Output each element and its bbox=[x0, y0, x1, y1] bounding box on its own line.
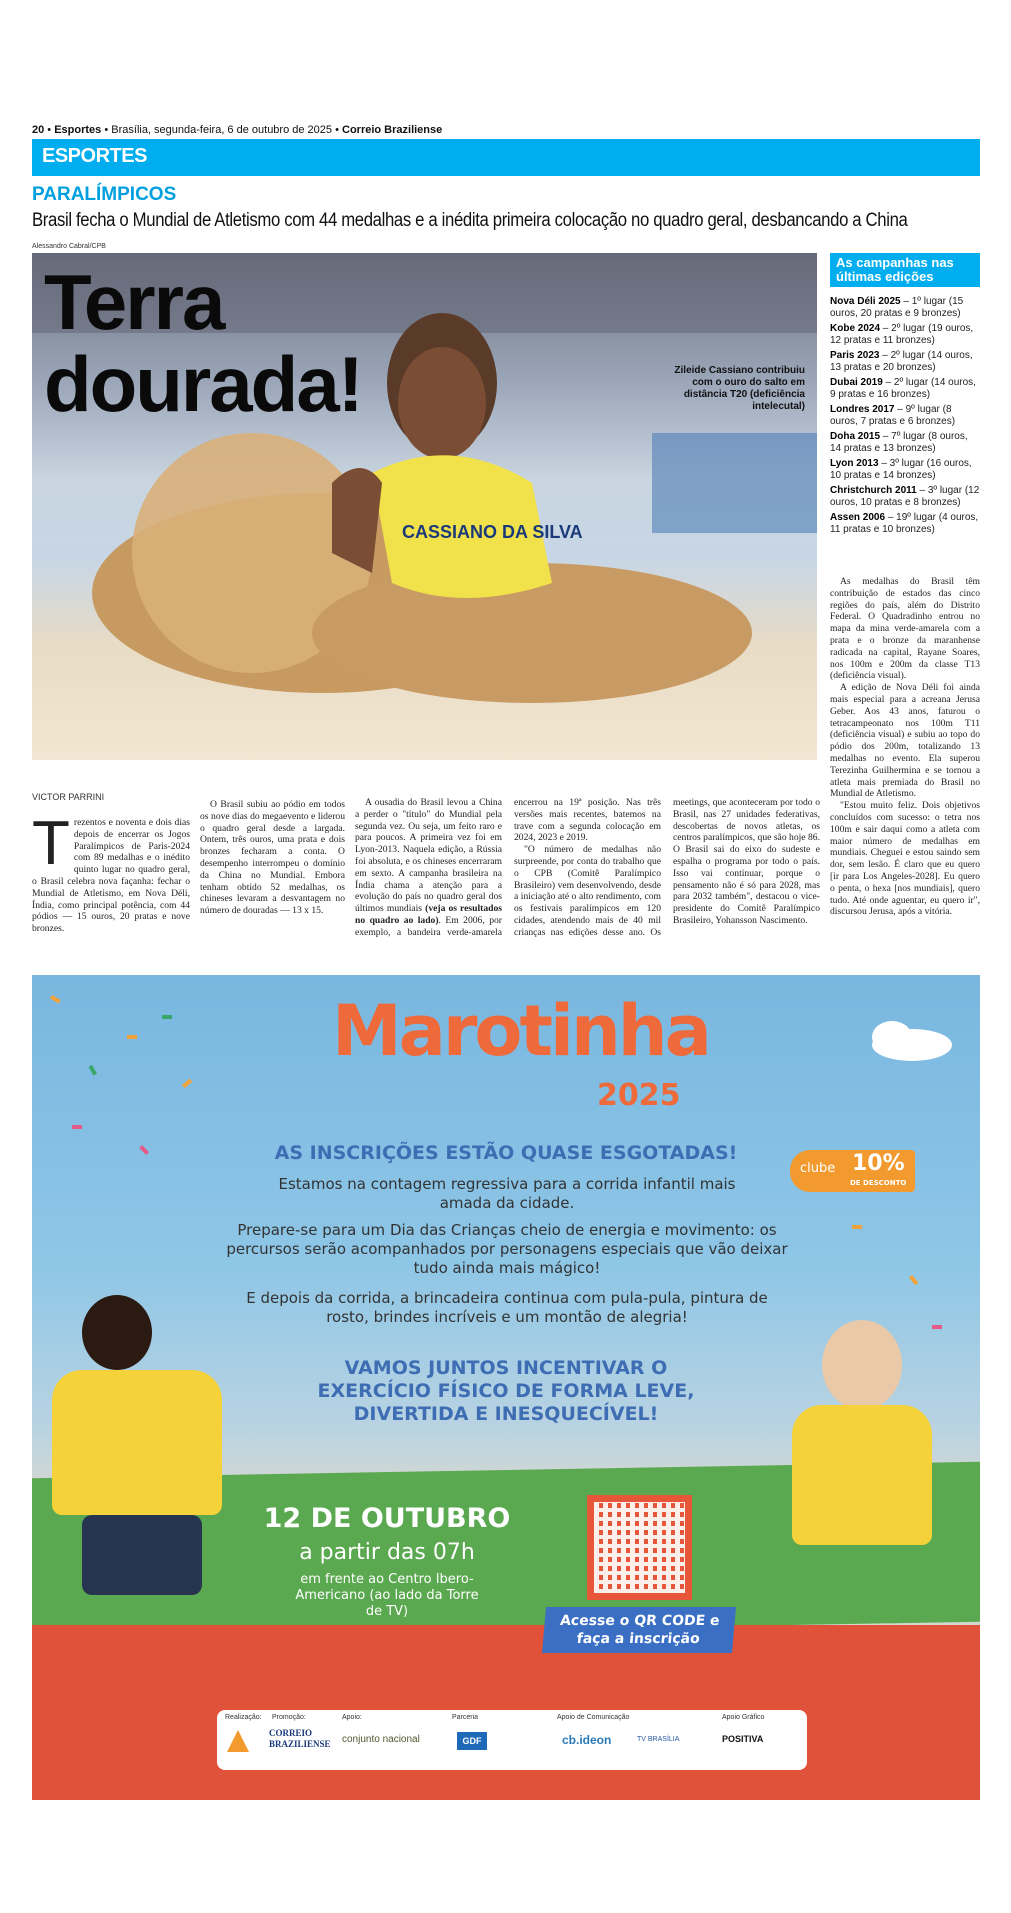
realizacao-logo bbox=[227, 1730, 249, 1752]
ad-paragraph-3: E depois da corrida, a brincadeira continua com pula-pula, pintura de rosto, brindes incríveis e um montão de alegria! bbox=[246, 1289, 768, 1326]
paragraph: O Brasil subiu ao pódio em todos os nove dias do megaevento e liderou o quadro geral desde a largada. Ontem, três ouros, uma prata e dois bronzes fecharam a conta. O desempenho interrompeu o domínio da China no Mundial. Embora tenham obtido 52 medalhas, os chineses levaram a desvantagem no número de douradas — 13 x 15. bbox=[200, 799, 345, 917]
boy-shorts bbox=[82, 1515, 202, 1595]
event-time: a partir das 07h bbox=[299, 1540, 475, 1565]
sponsor-label: Apoio Gráfico bbox=[722, 1714, 765, 1721]
club-sub: DE DESCONTO bbox=[850, 1179, 907, 1187]
kicker: PARALÍMPICOS bbox=[32, 184, 177, 205]
boy-shirt bbox=[52, 1370, 222, 1515]
folio-section: Esportes bbox=[54, 124, 102, 136]
marotinha-logo: Marotinha bbox=[332, 990, 709, 1072]
list-item: Christchurch 2011 – 3º lugar (12 ouros, 10 pratas e 8 bronzes) bbox=[830, 485, 980, 508]
article-col-2 bbox=[200, 799, 345, 917]
folio-line: 20 • Esportes • Brasília, segunda-feira, 6 de outubro de 2025 • Correio Braziliense bbox=[32, 124, 443, 136]
paragraph: rezentos e noventa e dois dias depois de encerrar os Jogos Paralímpicos de Paris-2024 com 89 medalhas e o inédito quinto lugar no quadro geral, o Brasil celebra nova façanha: fechar o Mundial de Atletismo, em Nova Déli, Índia, como principal potência, com 44 pódios — 15 ouros, 20 pratas e nove bronzes. bbox=[32, 817, 190, 935]
bib-text: CASSIANO DA SILVA bbox=[402, 522, 583, 542]
list-item: Nova Déli 2025 – 1º lugar (15 ouros, 20 pratas e 9 bronzes) bbox=[830, 296, 964, 319]
list-item: Dubai 2019 – 2º lugar (14 ouros, 9 pratas e 16 bronzes) bbox=[830, 377, 976, 400]
tv-brasilia-logo: TV BRASÍLIA bbox=[637, 1736, 680, 1743]
paragraph: "O número de medalhas não surpreende, por conta do trabalho que o CPB (Comitê Paralímpico Brasileiro) vem desenvolvendo, desde a iniciação até o alto rendimento, com os festivais paralímpicos em 120 cidades, atendendo mais de 40 mil crianças nas edições desse ano. Os meetings, que aconteceram por todo o Brasil, nas 27 unidades federativas, descobertas de novos atletas, os centros paralímpicos, que são hoje 86. O Brasil sai do eixo do sudeste e espalha o programa por todo o país. Isso vai continuar, porque o pensamento não é só para 2028, mas para 2032 também", destacou o vice-presidente do Comitê Paralímpico Brasileiro, Yohansson Nascimento. bbox=[514, 797, 820, 938]
qr-cta-button[interactable]: Acesse o QR CODE e faça a inscrição bbox=[542, 1607, 736, 1653]
gdf-logo: GDF bbox=[457, 1732, 487, 1750]
article-col-6 bbox=[830, 576, 980, 918]
sponsor-label: Apoio de Comunicação bbox=[557, 1714, 630, 1721]
ad-headline: AS INSCRIÇÕES ESTÃO QUASE ESGOTADAS! bbox=[274, 1142, 738, 1164]
logo-year: 2025 bbox=[597, 1078, 681, 1113]
section-title: ESPORTES bbox=[42, 145, 147, 167]
list-item: Assen 2006 – 19º lugar (4 ouros, 11 pratas e 10 bronzes) bbox=[830, 512, 979, 535]
ad-slogan: VAMOS JUNTOS INCENTIVAR O EXERCÍCIO FÍSICO DE FORMA LEVE, DIVERTIDA E INESQUECÍVEL! bbox=[317, 1357, 695, 1425]
page-number: 20 bbox=[32, 124, 45, 136]
girl-runner-image bbox=[822, 1320, 902, 1410]
paragraph: "Estou muito feliz. Dois objetivos concluídos com sucesso: o tetra nos 100m e sair daqui como a atleta com maior número de medalhas em mundiais. Cheguei e estou saindo sem dor, sem lesão. É claro que eu quero [ir para Los Angeles-2028]. Eu quero o penta, o hexa [nos mundiais], quero tudo. Até onde aguentar, eu quero ir", discursou Jerusa, após a vitória. bbox=[830, 800, 980, 918]
positiva-logo: POSITIVA bbox=[722, 1734, 764, 1744]
headline-line-1: Terra bbox=[44, 258, 224, 346]
sponsors-strip bbox=[217, 1710, 807, 1770]
headline bbox=[44, 258, 362, 428]
sponsor-label: Promoção: bbox=[272, 1714, 306, 1721]
ad-paragraph-1: Estamos na contagem regressiva para a corrida infantil mais amada da cidade. bbox=[278, 1175, 736, 1212]
event-date: 12 DE OUTUBRO bbox=[263, 1503, 511, 1534]
sponsor-label: Apoio: bbox=[342, 1714, 362, 1721]
list-item: Paris 2023 – 2º lugar (14 ouros, 13 pratas e 20 bronzes) bbox=[830, 350, 973, 373]
list-item: Lyon 2013 – 3º lugar (16 ouros, 10 pratas e 14 bronzes) bbox=[830, 458, 972, 481]
drop-cap: T bbox=[32, 809, 70, 878]
club-label: clube bbox=[800, 1161, 836, 1176]
article-col-1 bbox=[32, 809, 190, 935]
article-cols-3-5 bbox=[355, 797, 820, 939]
girl-shirt bbox=[792, 1405, 932, 1545]
dateline: Brasília, segunda-feira, 6 de outubro de 2025 bbox=[111, 124, 333, 136]
paragraph: As medalhas do Brasil têm contribuição de estados das cinco regiões do país, além do Distrito Federal. O Quadradinho entrou no mapa da mina verde-amarela com a prata e o bronze da maranhense radicada na capital, Rayane Soares, nos 100m e 200m da classe T13 (deficiência visual). bbox=[830, 576, 980, 682]
main-photo bbox=[32, 253, 817, 760]
cbideon-logo: cb.ideon bbox=[562, 1733, 612, 1747]
paper-name: Correio Braziliense bbox=[342, 124, 443, 136]
sponsor-label: Parceria bbox=[452, 1714, 479, 1721]
section-bar bbox=[32, 139, 980, 176]
ad-paragraph-2: Prepare-se para um Dia das Crianças cheio de energia e movimento: os percursos serão acompanhados por personagens especiais que vão deixar tudo ainda mais mágico! bbox=[226, 1221, 788, 1277]
paragraph: A ousadia do Brasil levou a China a perder o "título" do Mundial pela segunda vez. Ou seja, um feito raro e para poucos. A primeira vez foi em Lyon-2013. Naquela edição, a Rússia foi absoluta, e os chineses encerraram em sexto. A campanha brasileira na Índia chama a atenção para a evolução do país no quadro geral dos últimos mundiais (veja os resultados no quadro ao lado). Em 2006, por exemplo, a bandeira verde-amarela encerrou na 19ª posição. Nas três versões mais recentes, batemos na trave com a segunda colocação em 2024, 2023 e 2019. bbox=[355, 797, 661, 938]
list-item: Kobe 2024 – 2º lugar (19 ouros, 12 pratas e 11 bronzes) bbox=[830, 323, 974, 346]
correio-logo: CORREIO BRAZILIENSE bbox=[269, 1728, 331, 1749]
club-discount: 10% bbox=[852, 1151, 905, 1176]
sidebar-list bbox=[830, 296, 980, 539]
list-item: Doha 2015 – 7º lugar (8 ouros, 14 pratas e 13 bronzes) bbox=[830, 431, 968, 454]
event-venue: em frente ao Centro Ibero-Americano (ao lado da Torre de TV) bbox=[295, 1572, 479, 1619]
marotinha-ad[interactable] bbox=[32, 975, 980, 1800]
photo-credit: Alessandro Cabral/CPB bbox=[32, 243, 106, 250]
sidebar-title: As campanhas nas últimas edições bbox=[830, 253, 980, 287]
subtitle: Brasil fecha o Mundial de Atletismo com 44 medalhas e a inédita primeira colocação no quadro geral, desbancando a China bbox=[32, 210, 908, 231]
photo-caption: Zileide Cassiano contribuiu com o ouro do salto em distância T20 (deficiência intelecutal) bbox=[674, 365, 805, 412]
boy-runner-image bbox=[82, 1295, 152, 1370]
byline: VICTOR PARRINI bbox=[32, 792, 105, 802]
list-item: Londres 2017 – 9º lugar (8 ouros, 7 pratas e 6 bronzes) bbox=[830, 404, 956, 427]
paragraph: A edição de Nova Déli foi ainda mais especial para a acreana Jerusa Geber. Aos 43 anos, faturou o tetracampeonato nos 100m T11 (deficiência visual) e subiu ao topo do pódio dos 200m, totalizando 13 medalhas no evento. Ela superou Terezinha Guilhermina e se tornou a atleta mais premiada do Brasil no Mundial de Atletismo. bbox=[830, 682, 980, 800]
qr-code[interactable] bbox=[587, 1495, 692, 1600]
sponsor-label: Realização: bbox=[225, 1714, 262, 1721]
headline-line-2: dourada! bbox=[44, 340, 362, 428]
conjunto-logo: conjunto nacional bbox=[342, 1734, 420, 1745]
